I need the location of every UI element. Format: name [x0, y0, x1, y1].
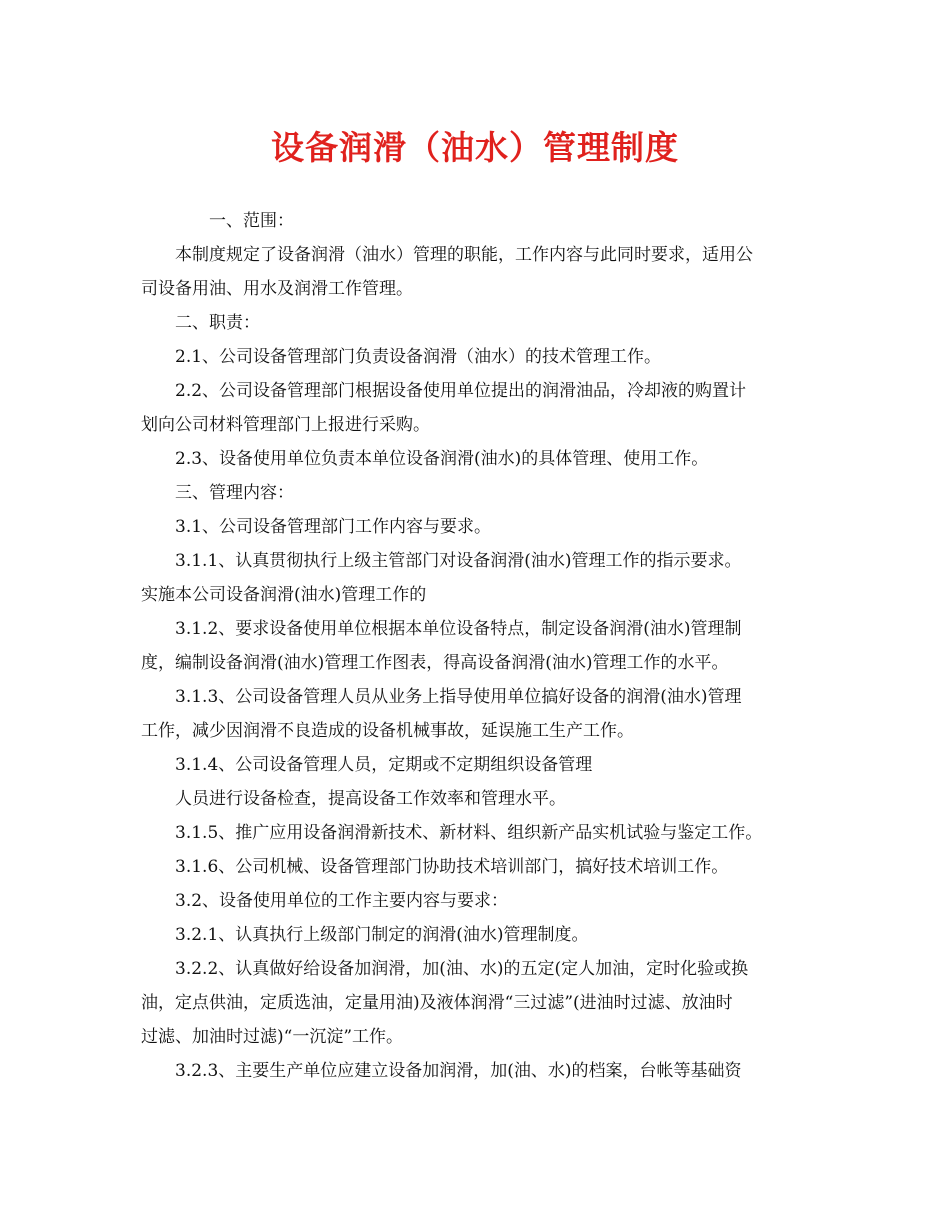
paragraph-line: 划向公司材料管理部门上报进行采购。: [141, 415, 430, 435]
paragraph-line: 3.1.1、认真贯彻执行上级主管部门对设备润滑(油水)管理工作的指示要求。: [175, 551, 742, 571]
section-heading-duties: 二、职责：: [175, 313, 260, 333]
document-body: [141, 204, 811, 1088]
paragraph-line: 过滤、加油时过滤)“一沉淀”工作。: [141, 1027, 404, 1047]
paragraph-line: 3.1.2、要求设备使用单位根据本单位设备特点，制定设备润滑(油水)管理制: [175, 619, 742, 639]
paragraph-line: 3.1.6、公司机械、设备管理部门协助技术培训部门，搞好技术培训工作。: [175, 857, 729, 877]
document-title: 设备润滑（油水）管理制度: [271, 128, 679, 167]
paragraph-line: 人员进行设备检查，提高设备工作效率和管理水平。: [175, 789, 566, 809]
paragraph-line: 3.1、公司设备管理部门工作内容与要求。: [175, 517, 492, 537]
paragraph-line: 司设备用油、用水及润滑工作管理。: [141, 279, 413, 299]
paragraph-line: 度，编制设备润滑(油水)管理工作图表，得高设备润滑(油水)管理工作的水平。: [141, 653, 729, 673]
paragraph-line: 工作，减少因润滑不良造成的设备机械事故，延误施工生产工作。: [141, 721, 634, 741]
paragraph-line: 3.1.4、公司设备管理人员，定期或不定期组织设备管理: [175, 755, 593, 775]
section-heading-scope: 一、范围：: [209, 211, 294, 231]
paragraph-line: 3.2、设备使用单位的工作主要内容与要求：: [175, 891, 509, 911]
paragraph-line: 3.2.3、主要生产单位应建立设备加润滑，加(油、水)的档案，台帐等基础资: [175, 1061, 742, 1081]
paragraph-line: 实施本公司设备润滑(油水)管理工作的: [141, 585, 427, 605]
paragraph-line: 2.2、公司设备管理部门根据设备使用单位提出的润滑油品，冷却液的购置计: [175, 381, 747, 401]
paragraph-line: 2.1、公司设备管理部门负责设备润滑（油水）的技术管理工作。: [175, 347, 662, 367]
paragraph-line: 油，定点供油，定质选油，定量用油)及液体润滑“三过滤”(进油时过滤、放油时: [141, 993, 733, 1013]
paragraph-line: 3.2.1、认真执行上级部门制定的润滑(油水)管理制度。: [175, 925, 589, 945]
paragraph-line: 本制度规定了设备润滑（油水）管理的职能，工作内容与此同时要求，适用公: [175, 245, 753, 265]
paragraph-line: 2.3、设备使用单位负责本单位设备润滑(油水)的具体管理、使用工作。: [175, 449, 709, 469]
paragraph-line: 3.1.5、推广应用设备润滑新技术、新材料、组织新产品实机试验与鉴定工作。: [175, 823, 763, 843]
paragraph-line: 3.2.2、认真做好给设备加润滑，加(油、水)的五定(定人加油，定时化验或换: [175, 959, 749, 979]
paragraph-line: 3.1.3、公司设备管理人员从业务上指导使用单位搞好设备的润滑(油水)管理: [175, 687, 742, 707]
section-heading-management: 三、管理内容：: [175, 483, 294, 503]
